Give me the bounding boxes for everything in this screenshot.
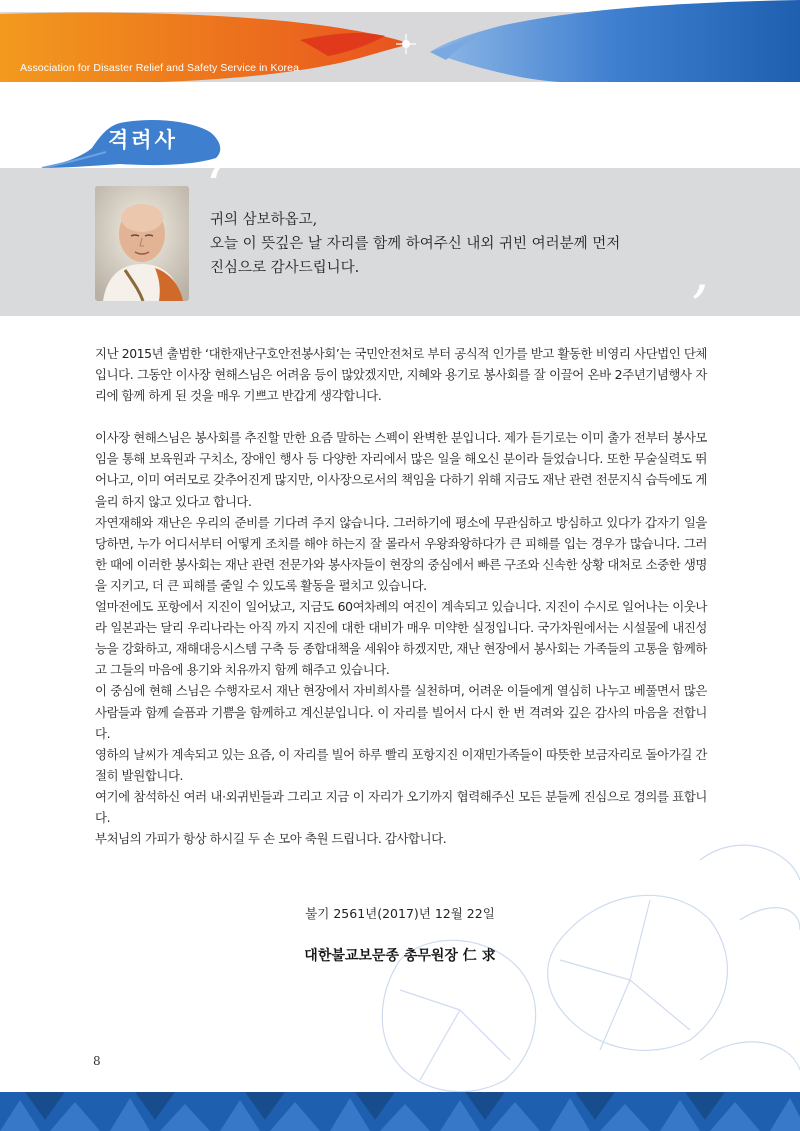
paragraph: 영하의 날씨가 계속되고 있는 요즘, 이 자리를 빌어 하루 빨리 포항지진 이재민가족들이 따뜻한 보금자리로 돌아가길 간절히 발원합니다.	[95, 746, 707, 783]
header-banner	[0, 0, 800, 82]
section-title: 격려사	[108, 128, 178, 152]
footer-band	[0, 1092, 800, 1131]
letter-body	[95, 343, 707, 849]
paragraph-spacer	[95, 406, 707, 427]
paragraph: 자연재해와 재난은 우리의 준비를 기다려 주지 않습니다. 그러하기에 평소에 무관심하고 방심하고 있다가 갑자기 일을 당하면, 누가 어디서부터 어떻게 조치를 해야 하는지 잘 몰라서 우왕좌왕하다가 큰 피해를 입는 경우가 많습니다. 그러한 때에 이러한 봉사회는 재난 관련 전문가와 봉사자들이 현장의 중심에서 빠른 구조와 신속한 상황 대처로 소중한 생명을 지키고, 더 큰 피해를 줄일 수 있도록 활동을 펼치고 있습니다.	[95, 514, 707, 593]
quote-line: 오늘 이 뜻깊은 날 자리를 함께 하여주신 내외 귀빈 여러분께 먼저	[210, 236, 621, 252]
author-portrait	[95, 186, 189, 301]
letter-date: 불기 2561년(2017)년 12월 22일	[305, 906, 495, 921]
organization-name: Association for Disaster Relief and Safety Service in Korea	[20, 62, 300, 74]
paragraph: 이사장 현해스님은 봉사회를 추진할 만한 요즘 말하는 스펙이 완벽한 분입니다. 제가 듣기로는 이미 출가 전부터 봉사모임을 통해 보육원과 구치소, 장애인 행사 등 다양한 자리에서 많은 일을 해오신 분이라 들었습니다. 또한 무술실력도 뛰어나고, 이미 여러모로 갖추어진게 많지만, 이사장으로서의 책임을 다하기 위해 지금도 재난 관련 전문지식 습득에도 게을리 하지 않고 있다고 합니다.	[95, 430, 707, 509]
paragraph: 이 중심에 현해 스님은 수행자로서 재난 현장에서 자비희사를 실천하며, 어려운 이들에게 열심히 나누고 베풀면서 많은 사람들과 함께 슬픔과 기쁨을 함께하고 계신분입니다. 이 자리를 빌어서 다시 한 번 격려와 깊은 감사의 마음을 전합니다.	[95, 683, 707, 741]
page-number: 8	[93, 1054, 101, 1068]
paragraph: 여기에 참석하신 여러 내·외귀빈들과 그리고 지금 이 자리가 오기까지 협력해주신 모든 분들께 진심으로 경의를 표합니다.	[95, 788, 707, 825]
footer-pattern	[0, 1092, 800, 1131]
paragraph: 얼마전에도 포항에서 지진이 일어났고, 지금도 60여차례의 여진이 계속되고 있습니다. 지진이 수시로 일어나는 이웃나라 일본과는 달리 우리나라는 아직 까지 지진에 대한 대비가 매우 미약한 실정입니다. 국가차원에서는 시설물에 내진성능을 강화하고, 재해대응시스템 구축 등 종합대책을 세워야 하겠지만, 재난 현장에서 봉사회는 가족들의 고통을 함께하고 그들의 마음에 용기와 치유까지 함께 해주고 있습니다.	[95, 599, 707, 678]
opening-quote-mark: ‘	[206, 153, 225, 221]
greeting-quote	[210, 208, 770, 280]
quote-line: 귀의 삼보하옵고,	[210, 212, 318, 228]
paragraph: 부처님의 가피가 항상 하시길 두 손 모아 축원 드립니다. 감사합니다.	[95, 831, 447, 847]
closing-quote-mark: ’	[690, 273, 709, 341]
monk-portrait-image	[95, 186, 189, 301]
quote-line: 진심으로 감사드립니다.	[210, 260, 360, 276]
paragraph: 지난 2015년 출범한 ‘대한재난구호안전봉사회’는 국민안전처로 부터 공식적 인가를 받고 활동한 비영리 사단법인 단체입니다. 그동안 이사장 현해스님은 어려움 등이 많았겠지만, 지혜와 용기로 봉사회를 잘 이끌어 온바 2주년기념행사 자리에 함께 하게 된 것을 매우 기쁘고 반갑게 생각합니다.	[95, 346, 707, 404]
letter-signature: 대한불교보문종 총무원장 仁 求	[304, 948, 496, 964]
